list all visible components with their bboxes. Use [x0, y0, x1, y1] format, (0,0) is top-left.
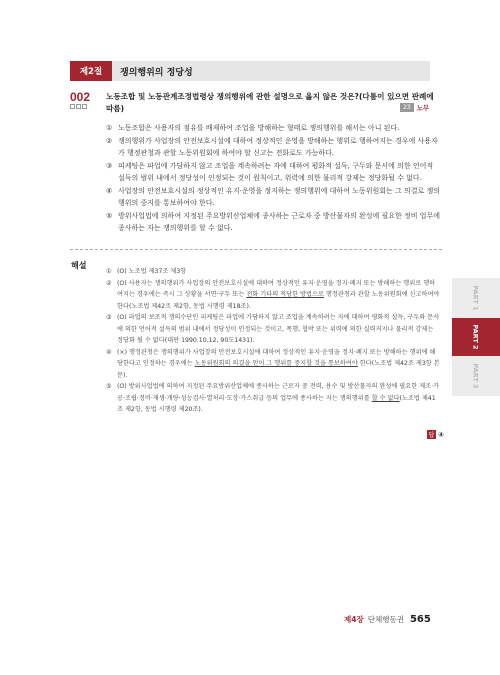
- explanation-underlined-text: 노동위원회의 의결을 얻어 그 행위를 중지할 것을 통보하여야: [194, 360, 358, 367]
- section-title: 쟁의행위의 정당성: [120, 67, 193, 78]
- explanation-underlined-text: 전화 기타의 적당한 방법으로: [246, 291, 324, 298]
- answer-label: 답: [428, 432, 435, 439]
- option-5[interactable]: [106, 210, 441, 235]
- answer-value: ④: [438, 430, 444, 439]
- question-number: 002: [70, 90, 91, 104]
- explanation-text-part: (노조법 제41조 제2항, 동법 시행령 제20조).: [117, 394, 436, 413]
- explanation-item: [106, 347, 441, 382]
- review-checkbox-2[interactable]: [76, 104, 81, 109]
- question-text: 노동조합 및 노동관계조정법령상 쟁의행위에 관한 설명으로 옳지 않은 것은?(다툼이 있으면 판례에 따름): [106, 92, 434, 113]
- divider: [70, 249, 442, 250]
- explanation-list: [106, 266, 441, 416]
- option-text: 피케팅은 파업에 가담하지 않고 조업을 계속하려는 자에 대하여 평화적 설득, 구두와 문서에 의한 언어적 설득의 범위 내에서 정당성이 인정되는 것이 원칙이고, 위력에 의한 물리적 강제는 정당화될 수 없다.: [118, 161, 434, 183]
- question-year-badge: 23: [400, 103, 414, 112]
- review-checkboxes[interactable]: [70, 104, 87, 109]
- section-tag: 제2절: [70, 61, 112, 81]
- option-list: [106, 122, 441, 235]
- option-number: ①: [106, 124, 113, 132]
- option-text: 쟁의행위가 사업장의 안전보호시설에 대하여 정상적인 운영을 방해하는 행위로 행하여지는 경우에 사용자가 행정관청과 관할 노동위원회에 하여야 할 신고는 전화로도 가능하다.: [118, 136, 438, 158]
- explanation-text-part: (O) 사용자는 쟁의행위가 사업장의 안전보호시설에 대하여 정상적인 유지·운영을 정지·폐지 또는 방해하는 행위로 행하여지는 경우에는 즉시 그 상황을 서면·구두 또는: [117, 279, 436, 298]
- side-tab-label: PART 1: [471, 285, 480, 311]
- option-2[interactable]: [106, 135, 441, 160]
- section-header: [70, 61, 430, 81]
- review-checkbox-1[interactable]: [70, 104, 75, 109]
- option-4[interactable]: [106, 185, 441, 210]
- side-tab-part-2[interactable]: [452, 318, 500, 356]
- explanation-text: [117, 312, 441, 347]
- answer-box: [427, 430, 444, 439]
- option-text: 노동조합은 사용자의 점유를 배제하여 조업을 방해하는 형태로 쟁의행위를 해서는 아니 된다.: [118, 124, 400, 132]
- side-tab-label: PART 3: [471, 363, 480, 389]
- option-number: ③: [106, 161, 113, 170]
- explanation-number: ④: [106, 348, 112, 356]
- side-tab-label: PART 2: [471, 324, 480, 350]
- explanation-item: [106, 381, 441, 416]
- explanation-number: ③: [106, 314, 112, 321]
- side-tab-part-1[interactable]: [452, 278, 500, 318]
- explanation-text: [117, 266, 441, 278]
- explanation-number: ⑤: [106, 383, 112, 390]
- option-3[interactable]: [106, 160, 441, 185]
- option-number: ④: [106, 186, 113, 195]
- footer-chapter: 제4장: [344, 615, 364, 624]
- explanation-text-part: 행정관청과 관할 노동위원회에 신고하여야 한다(노조법 제42조 제2항, 동법 시행령 제18조).: [117, 291, 440, 310]
- explanation-text-part: (O) 파업의 보조적 쟁의수단인 피케팅은 파업에 가담하지 않고 조업을 계속하려는 자에 대하여 평화적 설득, 구두와 문서에 의한 언어적 설득의 범위 내에서 정당성이 인정되는 것이고, 폭행, 협박 또는 위력에 의한 실력저지나 물리적 강제는 정당화 될 수 없다(대판 1990.10.12, 90도1431).: [117, 314, 440, 344]
- explanation-text-part: (O) 노조법 제37조 제3항: [117, 268, 187, 275]
- option-text: 방위사업법에 의하여 지정된 주요방위산업체에 종사하는 근로자 중 방산물자의 완성에 필요한 정비 업무에 종사하는 자는 쟁의행위를 할 수 없다.: [118, 212, 441, 233]
- explanation-number: ②: [106, 279, 112, 287]
- footer-chapter-name: 단체행동권: [367, 615, 404, 624]
- explanation-item: [106, 278, 441, 313]
- option-number: ②: [106, 136, 113, 145]
- explanation-text: [117, 278, 441, 313]
- option-1[interactable]: [106, 122, 441, 134]
- explanation-number: ①: [106, 268, 112, 275]
- explanation-text-part: (O) 방위사업법에 의하여 지정된 주요방위산업체에 종사하는 근로자 중 전력, 용수 및 방산물자의 완성에 필요한 제조·가공·조립·정비·재생·개량·성능검사·열처리·도장·가스취급 등의 업무에 종사하는 자는 쟁의행위를: [117, 383, 440, 402]
- option-text: 사업장의 안전보호시설의 정상적인 유지·운영을 정지하는 쟁의행위에 대하여 노동위원회는 그 의결로 쟁의행위의 중지를 통보하여야 한다.: [118, 186, 441, 208]
- option-number: ⑤: [106, 212, 113, 221]
- explanation-underlined-text: 할 수 없다: [371, 394, 400, 402]
- explanation-text: [117, 347, 441, 382]
- explanation-text-part: 한다(노조법 제42조 제3항 본문).: [117, 360, 440, 379]
- side-tab-part-3[interactable]: [452, 356, 500, 396]
- explanation-item: [106, 266, 441, 278]
- page-footer: [344, 614, 431, 625]
- review-checkbox-3[interactable]: [82, 104, 87, 109]
- question-source: 노무: [416, 104, 430, 112]
- explanation-item: [106, 312, 441, 347]
- page-number: 565: [409, 614, 431, 625]
- explanation-label: 해설: [71, 261, 87, 270]
- question-meta: [400, 103, 429, 112]
- explanation-text: [117, 381, 441, 416]
- explanation-text-part: (×) 행정관청은 쟁의행위가 사업장의 안전보호시설에 대하여 정상적인 유지·운영을 정지·폐지 또는 방해하는 행위에 해당한다고 인정하는 경우에는: [117, 348, 436, 367]
